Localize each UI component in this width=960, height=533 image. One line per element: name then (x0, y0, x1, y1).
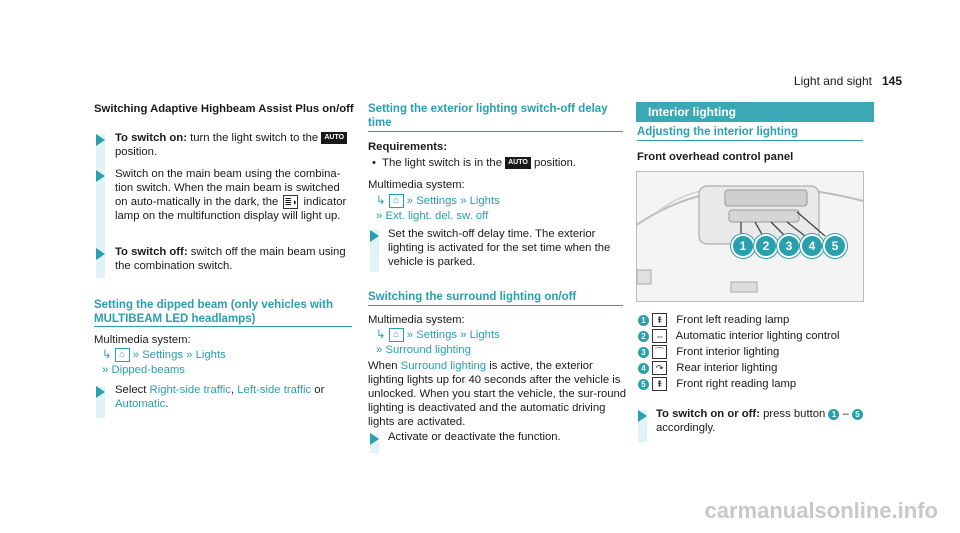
desc-text: When (368, 360, 398, 372)
title-line: time (368, 117, 392, 129)
surround-description (368, 359, 628, 429)
section-title-dipped-beam (94, 298, 364, 326)
step-text: Switch on the main beam using the combina-tion switch. When the main beam is switched on auto-matically in the dark, the (115, 168, 341, 208)
chevron-icon: » (376, 210, 383, 222)
chevron-icon: » (460, 195, 467, 207)
menu-path (102, 348, 226, 362)
page-number: 145 (881, 74, 902, 88)
reading-lamp-icon: ⇞ (652, 313, 667, 327)
option-right-traffic: Right-side traffic (149, 384, 231, 396)
step-main-beam (115, 167, 353, 223)
step-switch-off (115, 245, 353, 273)
step-text: or (314, 384, 325, 396)
auto-icon: AUTO (321, 132, 347, 144)
menu-path-cont (102, 363, 185, 377)
option-left-traffic: Left-side traffic (237, 384, 312, 396)
path-item: Dipped-beams (111, 364, 185, 376)
chevron-icon: » (376, 344, 383, 356)
step-set-delay: Set the switch-off delay time. The exterior lighting is activated for the set time when the vehicle is parked. (388, 228, 611, 268)
section-title-switch-off-delay (368, 102, 628, 130)
step-select-traffic: Select Right-side traffic, Left-side traffic or Automatic. (115, 384, 325, 410)
step-text: – (842, 408, 849, 420)
section-title-surround-lighting: Switching the surround lighting on/off (368, 291, 577, 303)
section-title-adjusting: Adjusting the interior lighting (637, 126, 798, 138)
step-switch-on-off (656, 407, 876, 435)
step-arrow-icon (370, 230, 379, 242)
path-item: Lights (469, 195, 500, 207)
req-text: position. (533, 157, 577, 169)
legend-row (638, 344, 898, 360)
watermark: carmanualsonline.info (704, 498, 938, 523)
chevron-icon: » (132, 349, 140, 361)
reading-lamp-icon: ⇞ (652, 377, 667, 391)
menu-path (376, 194, 500, 208)
requirement-item (372, 156, 576, 170)
step-activate: Activate or deactivate the function. (388, 431, 561, 443)
multimedia-label: Multimedia system: (368, 314, 465, 326)
step-arrow-icon (96, 248, 105, 260)
callout-2: 2 (754, 234, 778, 258)
legend-row (638, 312, 898, 328)
chevron-icon: » (406, 329, 414, 341)
callout-3: 3 (777, 234, 801, 258)
multimedia-label: Multimedia system: (368, 179, 465, 191)
step-label: To switch on or off: (656, 408, 760, 420)
auto-interior-lighting-icon: ⇔ (652, 329, 667, 343)
legend-text: Front right reading lamp (676, 378, 797, 390)
callout-5: 5 (823, 234, 847, 258)
legend-row (638, 376, 898, 392)
legend-number: 5 (638, 379, 649, 390)
path-item: Settings (142, 349, 184, 361)
path-start-icon: ↳ (376, 329, 386, 341)
title-line: MULTIBEAM LED headlamps) (94, 313, 256, 325)
title-line: Setting the exterior lighting switch-off delay (368, 103, 608, 115)
step-text: turn the light switch to the (190, 132, 319, 144)
option-automatic: Automatic (115, 398, 166, 410)
auto-icon: AUTO (505, 157, 531, 169)
overhead-panel-illustration (636, 171, 864, 302)
legend-row (638, 328, 898, 344)
front-interior-lighting-icon: ⌒ (652, 345, 667, 359)
step-label: To switch off: (115, 246, 188, 258)
step-switch-on (115, 131, 355, 159)
step-arrow-icon (96, 386, 105, 398)
callout-1: 1 (731, 234, 755, 258)
step-text: switch off the main beam using the combination switch. (115, 246, 346, 272)
chevron-icon: » (102, 364, 109, 376)
step-label: To switch on: (115, 132, 187, 144)
path-item: Settings (416, 329, 458, 341)
highbeam-assist-icon: ≣◗ (284, 197, 298, 208)
legend-text: Rear interior lighting (676, 362, 778, 374)
legend-number: 4 (638, 363, 649, 374)
legend-text: Automatic interior lighting control (675, 330, 840, 342)
button-ref-1: 1 (828, 409, 839, 420)
step-text: Select (115, 384, 147, 396)
section-title-adaptive-highbeam: Switching Adaptive Highbeam Assist Plus on/off (94, 103, 354, 115)
surround-lighting-ref: Surround lighting (400, 360, 487, 372)
legend-number: 1 (638, 315, 649, 326)
step-arrow-icon (638, 410, 647, 422)
step-text: position. (115, 146, 158, 158)
requirements-label: Requirements: (368, 141, 448, 153)
step-arrow-icon (370, 433, 379, 445)
path-item: Surround lighting (385, 344, 471, 356)
chevron-icon: » (460, 329, 467, 341)
section-name: Light and sight (793, 74, 872, 88)
legend-text: Front left reading lamp (676, 314, 790, 326)
path-item: Ext. light. del. sw. off (385, 210, 489, 222)
home-icon: ⌂ (115, 348, 130, 362)
menu-path (376, 328, 500, 342)
step-arrow-icon (96, 170, 105, 182)
legend-row (638, 360, 898, 376)
interior-lighting-banner: Interior lighting (636, 102, 874, 122)
path-start-icon: ↳ (376, 195, 386, 207)
home-icon: ⌂ (389, 194, 404, 208)
step-text: press button (763, 408, 826, 420)
path-item: Lights (195, 349, 226, 361)
multimedia-label: Multimedia system: (94, 334, 191, 346)
button-ref-5: 5 (852, 409, 863, 420)
path-start-icon: ↳ (102, 349, 112, 361)
rear-interior-lighting-icon: ↷ (652, 361, 667, 375)
step-text: indicator lamp on the multifunction display will light up. (115, 196, 347, 223)
desc-text: is active, the exterior lighting lights up for 40 seconds after the vehicle is unlocked. When you start the vehicle, the sur-round lighting is deactivated and the automatic driving lights are activated. (368, 360, 627, 428)
step-text: accordingly. (656, 422, 716, 434)
menu-path-cont (376, 343, 471, 357)
legend-number: 3 (638, 347, 649, 358)
req-text: The light switch is in the (382, 157, 502, 169)
step-arrow-icon (96, 134, 105, 146)
callout-4: 4 (800, 234, 824, 258)
path-item: Lights (469, 329, 500, 341)
chevron-icon: » (186, 349, 193, 361)
title-line: Setting the dipped beam (only vehicles with (94, 299, 333, 311)
home-icon: ⌂ (389, 328, 404, 342)
legend-number: 2 (638, 331, 649, 342)
panel-title: Front overhead control panel (637, 151, 794, 163)
running-header (794, 74, 902, 88)
path-item: Settings (416, 195, 458, 207)
menu-path-cont (376, 209, 488, 223)
legend-text: Front interior lighting (676, 346, 780, 358)
bullet: • (372, 157, 376, 169)
chevron-icon: » (406, 195, 414, 207)
